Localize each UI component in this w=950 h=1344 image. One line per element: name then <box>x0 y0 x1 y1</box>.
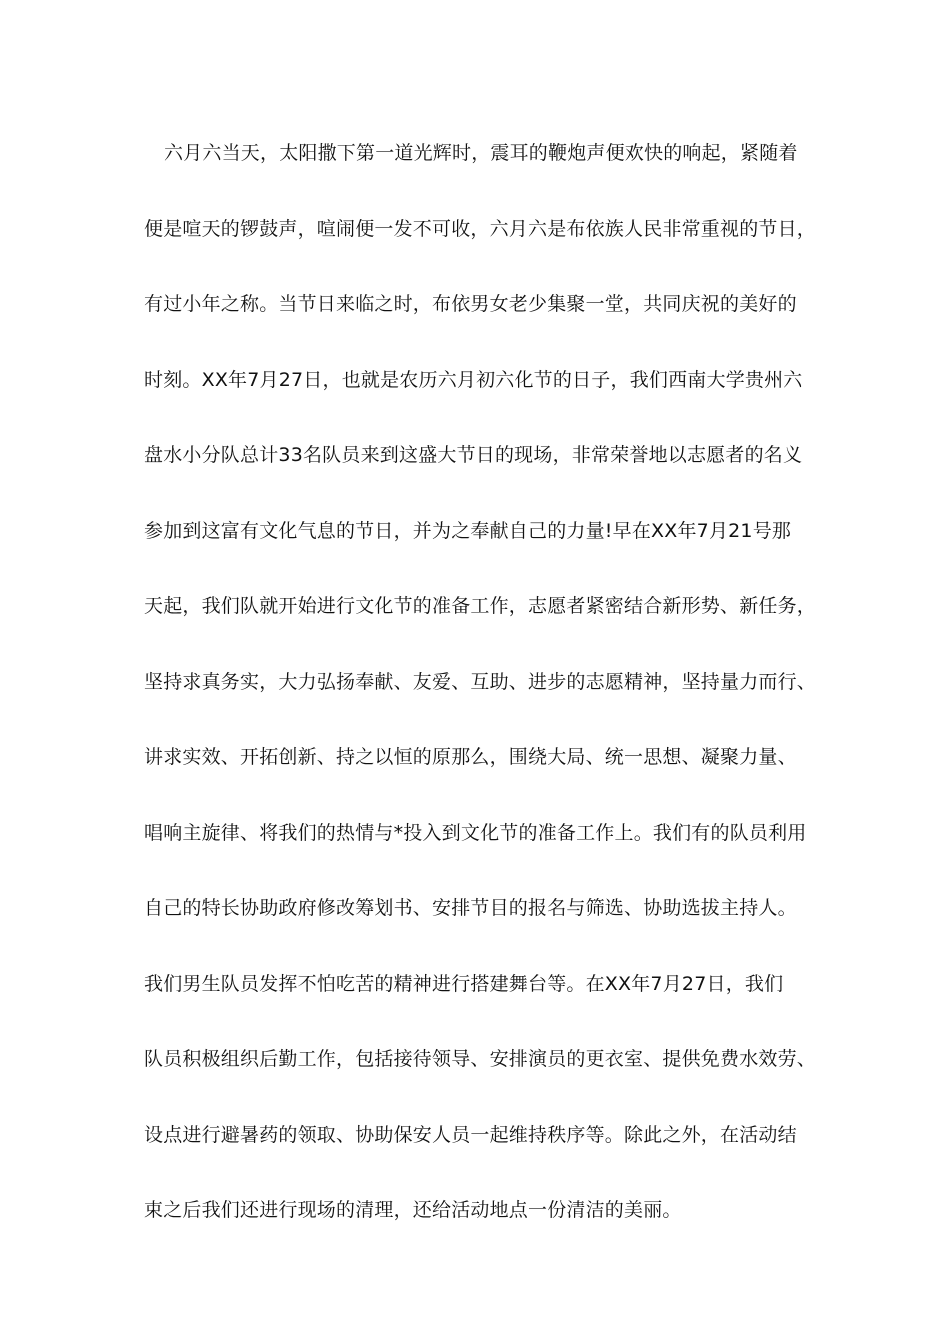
text-line: 盘水小分队总计33名队员来到这盛大节日的现场，非常荣誉地以志愿者的名义 <box>144 444 803 466</box>
text-line: 我们男生队员发挥不怕吃苦的精神进行搭建舞台等。在XX年7月27日，我们 <box>144 972 784 995</box>
text-line: 坚持求真务实，大力弘扬奉献、友爱、互助、进步的志愿精神，坚持量力而行、 <box>144 670 817 693</box>
text-line: 讲求实效、开拓创新、持之以恒的原那么，围绕大局、统一思想、凝聚力量、 <box>144 746 797 768</box>
text-line: 参加到这富有文化气息的节日，并为之奉献自己的力量!早在XX年7月21号那 <box>144 519 792 542</box>
text-line: 有过小年之称。当节日来临之时，布依男女老少集聚一堂，共同庆祝的美好的 <box>144 293 797 315</box>
text-line: 天起，我们队就开始进行文化节的准备工作，志愿者紧密结合新形势、新任务， <box>144 595 817 617</box>
text-line: 唱响主旋律、将我们的热情与*投入到文化节的准备工作上。我们有的队员利用 <box>144 821 807 844</box>
text-line: 时刻。XX年7月27日，也就是农历六月初六化节的日子，我们西南大学贵州六 <box>144 368 803 391</box>
text-line: 束之后我们还进行现场的清理，还给活动地点一份清洁的美丽。 <box>144 1199 682 1221</box>
text-line: 便是喧天的锣鼓声，喧闹便一发不可收，六月六是布依族人民非常重视的节日， <box>144 217 817 240</box>
text-line: 自己的特长协助政府修改筹划书、安排节目的报名与筛选、协助选拔主持人。 <box>144 897 797 919</box>
text-line: 六月六当天，太阳撒下第一道光辉时，震耳的鞭炮声便欢快的响起，紧随着 <box>164 142 798 164</box>
text-line: 队员积极组织后勤工作，包括接待领导、安排演员的更衣室、提供免费水效劳、 <box>144 1048 817 1070</box>
text-line: 设点进行避暑药的领取、协助保安人员一起维持秩序等。除此之外，在活动结 <box>144 1123 797 1146</box>
body-paragraph <box>144 131 824 1264</box>
